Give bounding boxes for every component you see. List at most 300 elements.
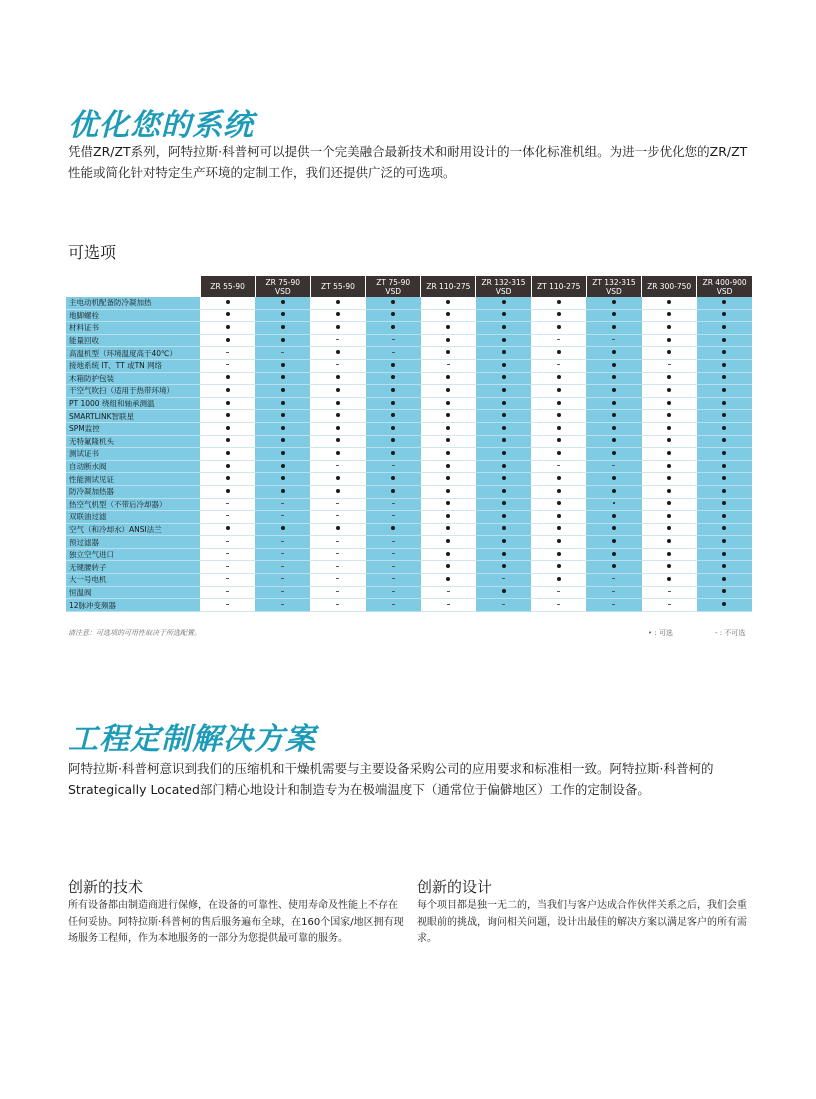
availability-cell [642,397,697,410]
availability-cell [255,385,310,398]
availability-cell [642,372,697,385]
available-dot-icon [722,464,726,468]
available-dot-icon [667,426,671,430]
availability-cell [642,322,697,335]
row-label: SMARTLINK智联星 [66,410,200,423]
availability-cell [200,410,255,423]
availability-cell [697,448,752,461]
available-dot-icon [667,413,671,417]
available-dot-icon [612,526,616,530]
available-dot-icon [446,476,450,480]
availability-cell [531,498,586,511]
availability-cell [310,561,365,574]
availability-cell [642,561,697,574]
unavailable-dash-icon [226,604,229,605]
unavailable-dash-icon [226,541,229,542]
available-dot-icon [667,401,671,405]
availability-cell [200,385,255,398]
unavailable-dash-icon [336,553,339,554]
availability-cell [421,397,476,410]
row-label: SPM监控 [66,422,200,435]
availability-cell [531,561,586,574]
availability-cell [476,347,531,360]
availability-cell [310,460,365,473]
availability-cell [476,574,531,587]
availability-cell [255,309,310,322]
available-dot-icon [667,514,671,518]
availability-cell [476,435,531,448]
unavailable-dash-icon [668,604,671,605]
available-dot-icon [446,564,450,568]
row-label: 木箱防护包装 [66,372,200,385]
available-dot-icon [667,552,671,556]
available-dot-icon [502,413,506,417]
availability-cell [642,523,697,536]
available-dot-icon [446,501,450,505]
availability-cell [255,347,310,360]
available-dot-icon [226,338,230,342]
available-dot-icon [446,577,450,581]
availability-cell [476,599,531,612]
availability-cell [310,599,365,612]
availability-cell [421,536,476,549]
availability-cell [255,435,310,448]
available-dot-icon [226,489,230,493]
available-dot-icon [557,539,561,543]
section-title-optimize: 优化您的系统 [68,108,254,143]
table-row [66,359,752,372]
available-dot-icon [667,375,671,379]
available-dot-icon [391,363,395,367]
available-dot-icon [722,325,726,329]
unavailable-dash-icon [281,541,284,542]
row-label: 预过滤器 [66,536,200,549]
unavailable-dash-icon [447,591,450,592]
availability-cell [200,523,255,536]
available-dot-icon [557,438,561,442]
available-dot-icon [336,476,340,480]
available-dot-icon [722,375,726,379]
availability-cell [697,485,752,498]
table-row [66,548,752,561]
available-dot-icon [502,464,506,468]
available-dot-icon [446,451,450,455]
available-dot-icon [722,426,726,430]
unavailable-dash-icon [612,591,615,592]
available-dot-icon [722,350,726,354]
availability-cell [586,485,641,498]
row-label: 无键腰转子 [66,561,200,574]
availability-cell [421,561,476,574]
availability-cell [586,334,641,347]
available-dot-icon [612,552,616,556]
availability-cell [642,548,697,561]
availability-cell [366,511,421,524]
table-row [66,586,752,599]
available-dot-icon [502,514,506,518]
header-blank-cell [66,276,200,297]
table-row [66,322,752,335]
unavailable-dash-icon [281,515,284,516]
available-dot-icon [557,401,561,405]
legend-available: • : 可选 [648,629,673,637]
unavailable-dash-icon [502,578,505,579]
availability-cell [255,397,310,410]
availability-cell [310,410,365,423]
available-dot-icon [281,363,285,367]
available-dot-icon [502,526,506,530]
availability-cell [642,410,697,423]
available-dot-icon [336,300,340,304]
availability-cell [310,586,365,599]
options-title: 可选项 [68,243,117,262]
unavailable-dash-icon [668,591,671,592]
availability-cell [586,511,641,524]
available-dot-icon [281,312,285,316]
availability-cell [531,523,586,536]
table-row [66,309,752,322]
unavailable-dash-icon [612,465,615,466]
availability-cell [531,586,586,599]
availability-cell [200,586,255,599]
available-dot-icon [391,375,395,379]
row-label: 无特氟隆机头 [66,435,200,448]
available-dot-icon [226,401,230,405]
unavailable-dash-icon [281,503,284,504]
available-dot-icon [446,325,450,329]
unavailable-dash-icon [392,553,395,554]
available-dot-icon [336,312,340,316]
availability-cell [586,297,641,309]
availability-cell [476,297,531,309]
availability-cell [476,422,531,435]
availability-cell [310,498,365,511]
availability-cell [476,410,531,423]
availability-cell [531,422,586,435]
availability-cell [421,523,476,536]
unavailable-dash-icon [281,591,284,592]
available-dot-icon [281,300,285,304]
availability-cell [366,410,421,423]
available-dot-icon [612,375,616,379]
availability-cell [200,460,255,473]
unavailable-dash-icon [336,591,339,592]
available-dot-icon [281,401,285,405]
column-header: ZT 75-90 VSD [366,276,421,297]
available-dot-icon [557,577,561,581]
availability-cell [697,523,752,536]
availability-cell [421,347,476,360]
availability-cell [642,599,697,612]
available-dot-icon [722,501,726,505]
availability-cell [642,473,697,486]
table-row [66,347,752,360]
available-dot-icon [612,401,616,405]
availability-cell [421,599,476,612]
available-dot-icon [336,413,340,417]
availability-cell [421,385,476,398]
available-dot-icon [446,438,450,442]
availability-cell [310,523,365,536]
unavailable-dash-icon [226,591,229,592]
column-header: ZR 400-900 VSD [697,276,752,297]
available-dot-icon [722,401,726,405]
table-row [66,511,752,524]
row-label: 地脚螺栓 [66,309,200,322]
table-row [66,297,752,309]
column-header: ZR 75-90 VSD [255,276,310,297]
availability-cell [586,574,641,587]
unavailable-dash-icon [336,604,339,605]
available-dot-icon [502,388,506,392]
availability-cell [366,548,421,561]
availability-cell [586,548,641,561]
unavailable-dash-icon [281,553,284,554]
availability-cell [586,359,641,372]
available-dot-icon [391,413,395,417]
available-dot-icon [446,413,450,417]
unavailable-dash-icon [668,364,671,365]
availability-cell [586,410,641,423]
table-row [66,460,752,473]
available-dot-icon [613,502,615,504]
available-dot-icon [502,501,506,505]
table-row [66,536,752,549]
available-dot-icon [612,438,616,442]
available-dot-icon [722,514,726,518]
available-dot-icon [391,401,395,405]
available-dot-icon [281,451,285,455]
availability-cell [697,309,752,322]
available-dot-icon [336,325,340,329]
availability-cell [586,599,641,612]
availability-cell [366,536,421,549]
availability-cell [697,586,752,599]
intro-paragraph-optimize: 凭借ZR/ZT系列，阿特拉斯·科普柯可以提供一个完美融合最新技术和耐用设计的一体化标准机组。为进一步优化您的ZR/ZT性能或简化针对特定生产环境的定制工作，我们还提供广泛的可选项。 [68,144,748,180]
availability-cell [697,322,752,335]
availability-cell [476,473,531,486]
available-dot-icon [502,451,506,455]
availability-cell [697,473,752,486]
available-dot-icon [226,464,230,468]
availability-cell [421,460,476,473]
unavailable-dash-icon [226,503,229,504]
available-dot-icon [391,451,395,455]
unavailable-dash-icon [557,591,560,592]
availability-cell [531,548,586,561]
availability-cell [255,511,310,524]
unavailable-dash-icon [336,465,339,466]
availability-cell [531,334,586,347]
availability-cell [421,548,476,561]
availability-cell [200,536,255,549]
unavailable-dash-icon [557,465,560,466]
availability-cell [586,448,641,461]
availability-cell [586,309,641,322]
available-dot-icon [612,350,616,354]
available-dot-icon [667,438,671,442]
availability-cell [200,435,255,448]
availability-cell [310,359,365,372]
availability-cell [255,498,310,511]
available-dot-icon [557,501,561,505]
available-dot-icon [612,388,616,392]
available-dot-icon [391,489,395,493]
row-label: 独立空气进口 [66,548,200,561]
availability-cell [366,347,421,360]
availability-cell [421,359,476,372]
available-dot-icon [281,476,285,480]
available-dot-icon [722,602,726,606]
availability-cell [421,309,476,322]
available-dot-icon [281,489,285,493]
available-dot-icon [667,300,671,304]
availability-cell [200,359,255,372]
availability-cell [255,574,310,587]
availability-cell [200,347,255,360]
availability-cell [697,397,752,410]
availability-cell [421,498,476,511]
row-label: 测试证书 [66,448,200,461]
availability-cell [366,385,421,398]
availability-cell [310,473,365,486]
unavailable-dash-icon [281,566,284,567]
available-dot-icon [391,438,395,442]
availability-cell [310,372,365,385]
available-dot-icon [722,552,726,556]
design-title: 创新的设计 [417,878,493,896]
availability-cell [697,548,752,561]
available-dot-icon [557,375,561,379]
available-dot-icon [226,526,230,530]
available-dot-icon [391,526,395,530]
available-dot-icon [557,388,561,392]
availability-cell [531,322,586,335]
available-dot-icon [722,476,726,480]
options-table [66,276,752,612]
availability-cell [476,523,531,536]
available-dot-icon [612,426,616,430]
row-label: 大一号电机 [66,574,200,587]
available-dot-icon [226,300,230,304]
availability-cell [366,397,421,410]
availability-cell [366,498,421,511]
available-dot-icon [336,401,340,405]
availability-cell [642,359,697,372]
available-dot-icon [722,589,726,593]
available-dot-icon [667,350,671,354]
available-dot-icon [391,476,395,480]
availability-cell [476,498,531,511]
availability-cell [697,574,752,587]
available-dot-icon [446,464,450,468]
availability-cell [255,448,310,461]
unavailable-dash-icon [612,578,615,579]
available-dot-icon [226,325,230,329]
available-dot-icon [612,514,616,518]
available-dot-icon [502,539,506,543]
available-dot-icon [667,325,671,329]
availability-cell [531,511,586,524]
unavailable-dash-icon [281,604,284,605]
unavailable-dash-icon [226,364,229,365]
row-label: 能量回收 [66,334,200,347]
table-row [66,574,752,587]
unavailable-dash-icon [226,566,229,567]
availability-cell [310,536,365,549]
availability-cell [310,485,365,498]
availability-cell [697,334,752,347]
availability-cell [586,498,641,511]
availability-cell [366,422,421,435]
available-dot-icon [722,438,726,442]
available-dot-icon [557,526,561,530]
available-dot-icon [281,413,285,417]
available-dot-icon [391,300,395,304]
row-label: 干空气吹扫（适用于热带环境） [66,385,200,398]
availability-cell [476,372,531,385]
available-dot-icon [722,564,726,568]
table-row [66,523,752,536]
available-dot-icon [612,413,616,417]
available-dot-icon [446,552,450,556]
availability-cell [697,435,752,448]
availability-cell [421,485,476,498]
available-dot-icon [722,489,726,493]
availability-cell [697,498,752,511]
availability-cell [586,322,641,335]
available-dot-icon [612,451,616,455]
availability-cell [200,309,255,322]
availability-cell [366,322,421,335]
available-dot-icon [667,476,671,480]
availability-note: 请注意：可选项的可用性取决于所选配置。 [68,629,201,637]
row-label: 性能测试见证 [66,473,200,486]
availability-cell [366,460,421,473]
availability-cell [421,448,476,461]
unavailable-dash-icon [226,352,229,353]
unavailable-dash-icon [226,553,229,554]
table-row [66,473,752,486]
availability-cell [200,599,255,612]
unavailable-dash-icon [281,352,284,353]
available-dot-icon [336,388,340,392]
availability-cell [310,397,365,410]
availability-cell [255,334,310,347]
availability-cell [255,548,310,561]
column-header: ZT 110-275 [531,276,586,297]
available-dot-icon [667,338,671,342]
availability-cell [200,548,255,561]
tech-title: 创新的技术 [68,878,144,896]
availability-cell [642,297,697,309]
availability-cell [531,385,586,398]
available-dot-icon [446,350,450,354]
available-dot-icon [336,426,340,430]
availability-cell [200,397,255,410]
availability-cell [697,536,752,549]
availability-cell [310,511,365,524]
availability-cell [476,460,531,473]
availability-cell [310,548,365,561]
column-header: ZR 300-750 [642,276,697,297]
row-label: 接地系统 IT、TT 或TN 网络 [66,359,200,372]
column-header: ZR 55-90 [200,276,255,297]
availability-cell [476,511,531,524]
available-dot-icon [502,438,506,442]
availability-cell [697,359,752,372]
available-dot-icon [226,451,230,455]
